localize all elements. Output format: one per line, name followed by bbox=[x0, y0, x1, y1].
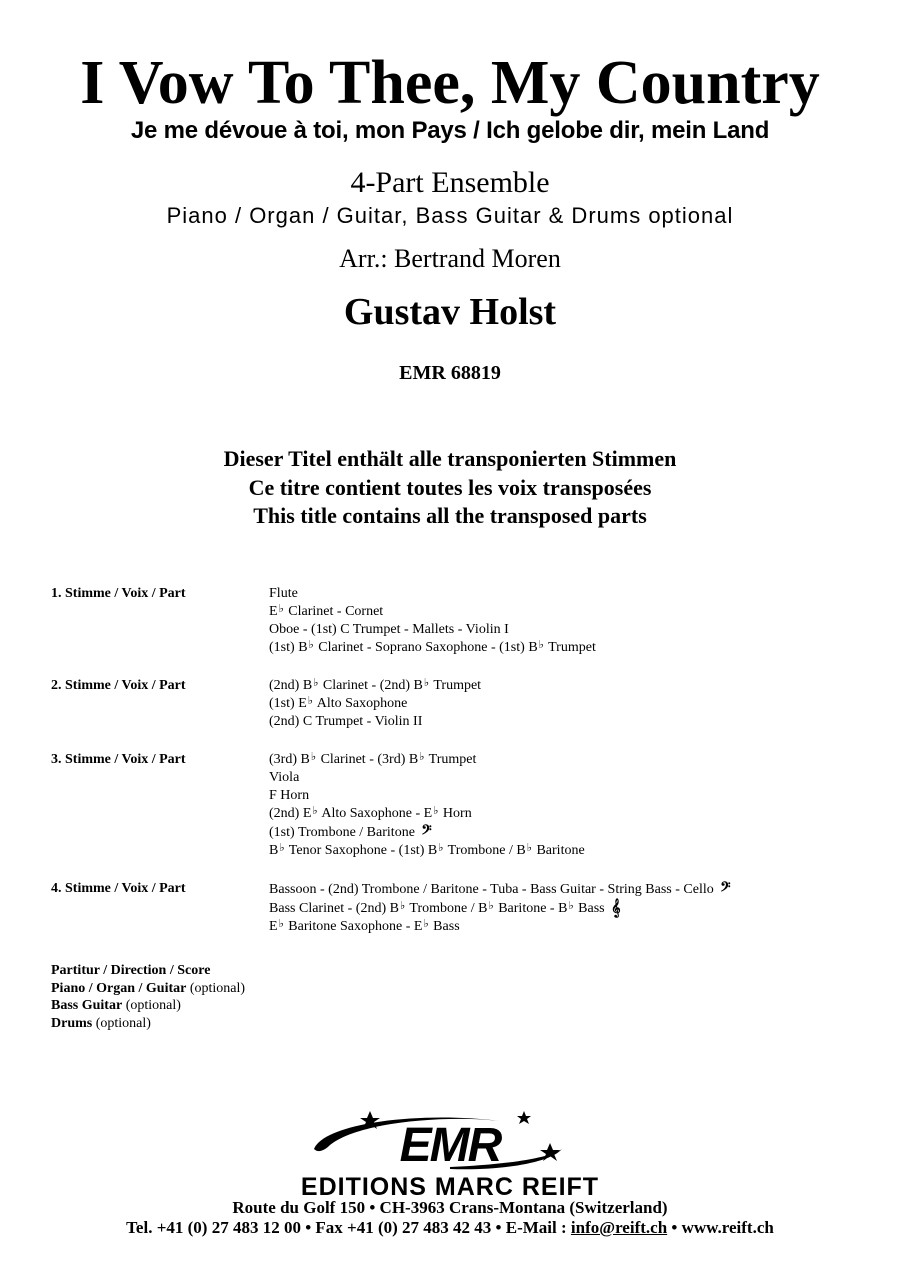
part-4-instruments bbox=[269, 880, 731, 936]
part-3-line: Viola bbox=[269, 770, 300, 785]
part-1-line: (1st) B♭ Clarinet - Soprano Saxophone - (1st) B♭ Trumpet bbox=[269, 639, 596, 655]
notice-english: This title contains all the transposed parts bbox=[253, 503, 647, 528]
part-3-line: (2nd) E♭ Alto Saxophone - E♭ Horn bbox=[269, 805, 472, 821]
score-title: I Vow To Thee, My Country bbox=[80, 49, 820, 117]
part-1-line: E♭ Clarinet - Cornet bbox=[269, 603, 384, 619]
part-3-line: B♭ Tenor Saxophone - (1st) B♭ Trombone / B♭ Baritone bbox=[269, 842, 585, 858]
bass-clef-icon: 𝄢 bbox=[421, 824, 432, 841]
extra-score: Partitur / Direction / Score bbox=[51, 963, 211, 978]
bass-clef-icon: 𝄢 bbox=[720, 881, 731, 898]
part-3-line: (1st) Trombone / Baritone 𝄢 bbox=[269, 824, 432, 841]
ensemble-line: 4-Part Ensemble bbox=[350, 166, 550, 199]
svg-text:EMR: EMR bbox=[399, 1119, 501, 1172]
catalog-number: EMR 68819 bbox=[399, 362, 501, 384]
email-link[interactable]: info@reift.ch bbox=[570, 1218, 668, 1237]
transposed-parts-notice bbox=[0, 445, 900, 531]
score-subtitle: Je me dévoue à toi, mon Pays / Ich gelobe dir, mein Land bbox=[130, 117, 770, 144]
part-2-line: (2nd) C Trumpet - Violin II bbox=[269, 714, 423, 729]
part-2-line: (1st) E♭ Alto Saxophone bbox=[269, 695, 408, 711]
part-4-label: 4. Stimme / Voix / Part bbox=[51, 881, 186, 896]
arranger-line: Arr.: Bertrand Moren bbox=[339, 244, 561, 273]
publisher-address: Route du Golf 150 • CH-3963 Crans-Montana (Switzerland) bbox=[232, 1198, 668, 1217]
part-4-line: Bassoon - (2nd) Trombone / Baritone - Tuba - Bass Guitar - String Bass - Cello 𝄢 bbox=[269, 881, 731, 898]
part-2-instruments bbox=[269, 677, 481, 731]
additional-parts bbox=[51, 962, 245, 1032]
extra-bass-guitar: Bass Guitar (optional) bbox=[51, 998, 181, 1013]
instrumentation-line: Piano / Organ / Guitar, Bass Guitar & Drums optional bbox=[166, 203, 734, 228]
part-3-instruments bbox=[269, 751, 585, 860]
part-3-line: (3rd) B♭ Clarinet - (3rd) B♭ Trumpet bbox=[269, 751, 477, 767]
part-1-label: 1. Stimme / Voix / Part bbox=[51, 586, 186, 601]
emr-star-swoosh-logo bbox=[300, 1105, 600, 1179]
part-1-instruments bbox=[269, 585, 596, 657]
publisher-contact: Tel. +41 (0) 27 483 12 00 • Fax +41 (0) 27 483 42 43 • E-Mail : info@reift.ch • www.reift.ch bbox=[126, 1218, 774, 1237]
part-1-line: Flute bbox=[269, 586, 298, 601]
extra-piano: Piano / Organ / Guitar (optional) bbox=[51, 980, 246, 996]
part-4-line: Bass Clarinet - (2nd) B♭ Trombone / B♭ Baritone - B♭ Bass 𝄞 bbox=[269, 900, 621, 917]
extra-drums: Drums (optional) bbox=[51, 1015, 151, 1031]
treble-clef-icon: 𝄞 bbox=[611, 900, 621, 917]
composer-name: Gustav Holst bbox=[343, 291, 557, 333]
notice-french: Ce titre contient toutes les voix transposées bbox=[248, 474, 652, 500]
part-2-line: (2nd) B♭ Clarinet - (2nd) B♭ Trumpet bbox=[269, 677, 482, 693]
notice-german: Dieser Titel enthält alle transponierten Stimmen bbox=[223, 446, 677, 471]
publisher-name: EDITIONS MARC REIFT bbox=[300, 1173, 600, 1201]
part-3-label: 3. Stimme / Voix / Part bbox=[51, 752, 186, 767]
part-4-line: E♭ Baritone Saxophone - E♭ Bass bbox=[269, 918, 460, 934]
part-1-line: Oboe - (1st) C Trumpet - Mallets - Violin I bbox=[269, 622, 509, 637]
part-3-line: F Horn bbox=[269, 788, 310, 803]
part-2-label: 2. Stimme / Voix / Part bbox=[51, 678, 186, 693]
